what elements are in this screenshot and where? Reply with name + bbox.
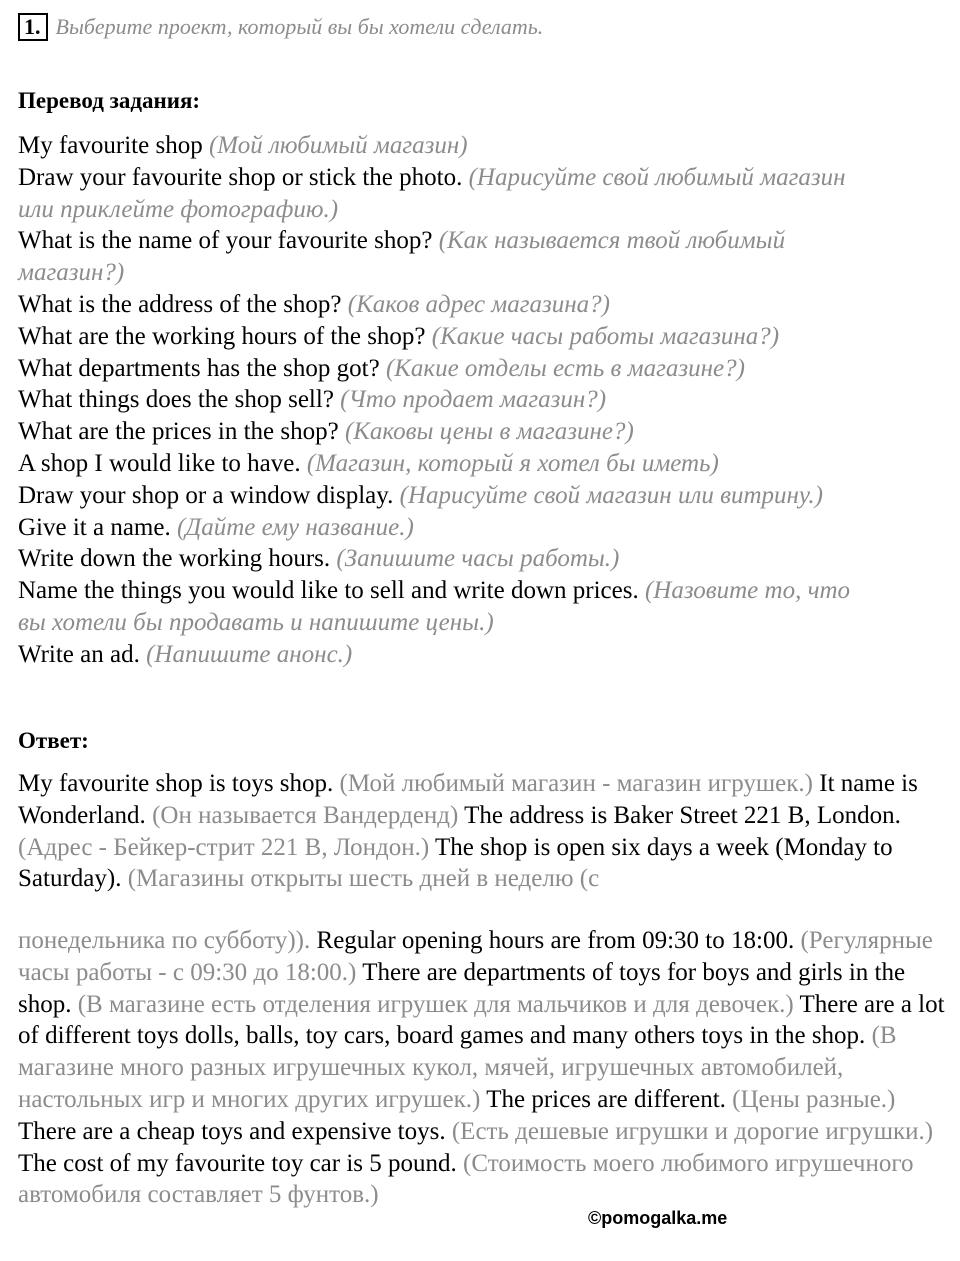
task-instruction: Выберите проект, который вы бы хотели сделать.: [55, 14, 544, 39]
answer-russian: (В магазине есть отделения игрушек для мальчиков и для девочек.): [77, 990, 794, 1018]
answer-english: The address is Baker Street 221 B, London.: [464, 801, 901, 829]
answer-paragraph-1: [18, 768, 948, 895]
translation-line: [18, 162, 948, 194]
answer-english: The cost of my favourite toy car is 5 pound.: [18, 1149, 457, 1177]
site-credit: ©pomogalka.me: [588, 1208, 728, 1228]
russian-translation: магазин?): [18, 259, 125, 287]
russian-translation: (Мой любимый магазин): [208, 132, 468, 159]
translation-line: [18, 639, 948, 671]
english-text: A shop I would like to have.: [18, 449, 301, 477]
answer-paragraph-2: [18, 925, 948, 1211]
translation-line: [18, 448, 948, 480]
translation-line: [18, 130, 948, 162]
answer-english: It name is Wonderland.: [18, 770, 918, 829]
english-text: My favourite shop: [18, 132, 203, 159]
translation-heading: Перевод задания:: [18, 88, 201, 113]
russian-translation: (Какие часы работы магазина?): [431, 322, 780, 350]
answer-russian: (В магазине много разных игрушечных кукол, мячей, игрушечных автомобилей, настольных игр и многих других игрушек.): [18, 1022, 897, 1113]
translation-line: [18, 543, 948, 575]
russian-translation: (Каков адрес магазина?): [347, 290, 611, 318]
russian-translation: вы хотели бы продавать и напишите цены.): [18, 608, 494, 636]
answer-russian: (Есть дешевые игрушки и дорогие игрушки.): [451, 1117, 934, 1145]
russian-translation: или приклейте фотографию.): [18, 195, 339, 223]
russian-translation: (Нарисуйте свой любимый магазин: [468, 163, 846, 191]
translation-line: [18, 416, 948, 448]
english-text: Draw your favourite shop or stick the photo.: [18, 163, 463, 191]
english-text: What things does the shop sell?: [18, 386, 334, 414]
translation-line: [18, 575, 948, 607]
translation-line: [18, 480, 948, 512]
answer-english: My favourite shop is toys shop.: [18, 770, 334, 797]
english-text: Draw your shop or a window display.: [18, 481, 394, 509]
translation-line: [18, 607, 948, 639]
answer-english: Regular opening hours are from 09:30 to 18:00.: [316, 927, 795, 954]
translation-line: [18, 257, 948, 289]
answer-english: The prices are different.: [486, 1085, 726, 1113]
english-text: What are the working hours of the shop?: [18, 322, 426, 350]
russian-translation: (Запишите часы работы.): [336, 545, 620, 573]
answer-russian: (Магазины открыты шесть дней в неделю (с: [127, 865, 600, 893]
answer-russian: (Мой любимый магазин - магазин игрушек.): [339, 770, 813, 797]
english-text: What are the prices in the shop?: [18, 418, 339, 446]
translation-line: [18, 353, 948, 385]
translation-line: [18, 194, 948, 226]
russian-translation: (Магазин, который я хотел бы иметь): [306, 449, 719, 477]
russian-translation: (Каковы цены в магазине?): [344, 418, 634, 446]
russian-translation: (Как называется твой любимый: [438, 227, 786, 255]
translation-line: [18, 289, 948, 321]
english-text: Write down the working hours.: [18, 545, 331, 573]
translation-line: [18, 512, 948, 544]
answer-russian: (Он называется Вандерденд): [152, 801, 459, 829]
translation-lines: [18, 130, 948, 671]
answer-russian: (Цены разные.): [732, 1085, 896, 1113]
answer-english: The shop is open six days a week (Monday to Saturday).: [18, 833, 893, 893]
russian-translation: (Дайте ему название.): [176, 513, 414, 541]
russian-translation: (Что продает магазин?): [340, 386, 607, 414]
answer-english: There are departments of toys for boys and girls in the shop.: [18, 958, 906, 1018]
translation-line: [18, 384, 948, 416]
answer-russian: понедельника по субботу)).: [18, 927, 311, 954]
russian-translation: (Назовите то, что: [644, 577, 851, 605]
english-text: What is the name of your favourite shop?: [18, 227, 433, 255]
answer-russian: (Регулярные часы работы - с 09:30 до 18:00.): [18, 927, 933, 986]
task-header: [18, 12, 543, 42]
task-number: 1.: [18, 13, 48, 41]
answer-english: There are a lot of different toys dolls, balls, toy cars, board games and many others toys in the shop.: [18, 990, 945, 1050]
english-text: Give it a name.: [18, 513, 171, 541]
answer-heading: Ответ:: [18, 728, 89, 753]
translation-line: [18, 321, 948, 353]
english-text: Name the things you would like to sell and write down prices.: [18, 577, 639, 605]
russian-translation: (Нарисуйте свой магазин или витрину.): [399, 481, 823, 509]
english-text: What departments has the shop got?: [18, 354, 380, 382]
translation-line: [18, 225, 948, 257]
english-text: What is the address of the shop?: [18, 290, 342, 318]
russian-translation: (Какие отделы есть в магазине?): [385, 354, 745, 382]
answer-russian: (Адрес - Бейкер-стрит 221 B, Лондон.): [18, 833, 430, 861]
answer-russian: (Стоимость моего любимого игрушечного автомобиля составляет 5 фунтов.): [18, 1149, 914, 1209]
russian-translation: (Напишите анонс.): [146, 640, 353, 668]
english-text: Write an ad.: [18, 640, 140, 668]
answer-english: There are a cheap toys and expensive toys.: [18, 1117, 446, 1145]
